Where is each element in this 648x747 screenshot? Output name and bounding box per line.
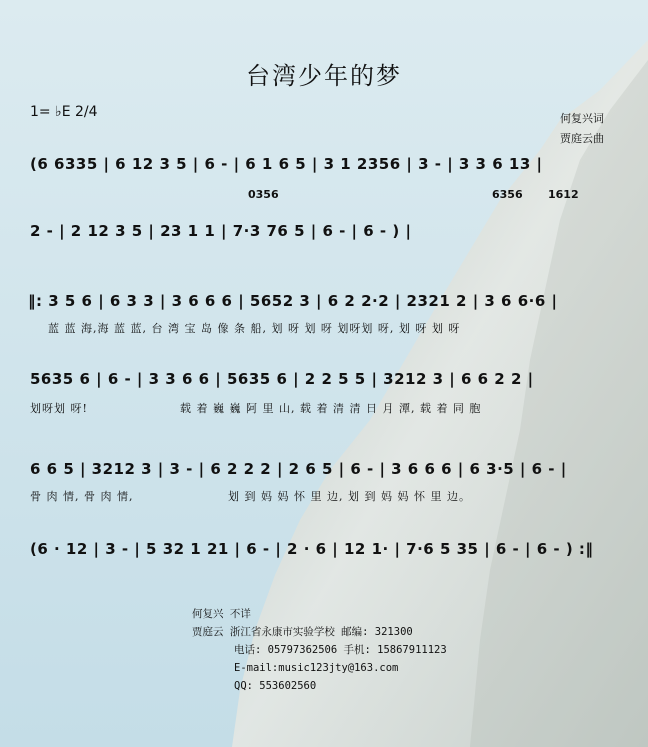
lyrics-line-3: 蓝 蓝 海,海 蓝 蓝, 台 湾 宝 岛 像 条 船, 划 呀 划 呀 划呀划 呀, 划 呀 划 呀 bbox=[48, 322, 461, 335]
score-line-1: (6 6335 | 6 12 3 5 | 6 - | 6 1 6 5 | 3 1 2356 | 3 - | 3 3 6 13 | bbox=[30, 155, 543, 173]
composer-address: 贾庭云 浙江省永康市实验学校 邮编: 321300 bbox=[192, 626, 413, 638]
lyrics-line-4b: 载 着 巍 巍 阿 里 山, 载 着 清 清 日 月 潭, 载 着 同 胞 bbox=[180, 402, 482, 415]
grace-notes: 1612 bbox=[548, 188, 579, 201]
qq-info: QQ: 553602560 bbox=[234, 680, 317, 692]
grace-notes: 6356 bbox=[492, 188, 523, 201]
composer-credit: 贾庭云曲 bbox=[560, 132, 604, 145]
email-info: E-mail:music123jty@163.com bbox=[234, 662, 399, 674]
lyrics-line-5b: 划 到 妈 妈 怀 里 边, 划 到 妈 妈 怀 里 边。 bbox=[228, 490, 471, 503]
lyricist-credit: 何复兴词 bbox=[560, 112, 604, 125]
song-title: 台湾少年的梦 bbox=[246, 62, 402, 90]
lyrics-line-4a: 划呀划 呀! bbox=[30, 402, 88, 415]
author-note: 何复兴 不详 bbox=[192, 608, 251, 620]
lyrics-line-5a: 骨 肉 情, 骨 肉 情, bbox=[30, 490, 134, 503]
key-signature: 1= ♭E 2/4 bbox=[30, 104, 98, 120]
score-line-4: 5635 6 | 6 - | 3 3 6 6 | 5635 6 | 2 2 5 5 | 3212 3 | 6 6 2 2 | bbox=[30, 370, 534, 388]
score-line-6: (6 · 12 | 3 - | 5 32 1 21 | 6 - | 2 · 6 | 12 1· | 7·6 5 35 | 6 - | 6 - ) :‖ bbox=[30, 540, 594, 558]
score-line-3: ‖: 3 5 6 | 6 3 3 | 3 6 6 6 | 5652 3 | 6 2 2·2 | 2321 2 | 3 6 6·6 | bbox=[28, 292, 558, 310]
score-line-5: 6 6 5 | 3212 3 | 3 - | 6 2 2 2 | 2 6 5 | 6 - | 3 6 6 6 | 6 3·5 | 6 - | bbox=[30, 460, 567, 478]
score-line-2: 2 - | 2 12 3 5 | 23 1 1 | 7·3 76 5 | 6 - | 6 - ) | bbox=[30, 222, 412, 240]
grace-notes: 0356 bbox=[248, 188, 279, 201]
phone-info: 电话: 05797362506 手机: 15867911123 bbox=[234, 644, 447, 656]
